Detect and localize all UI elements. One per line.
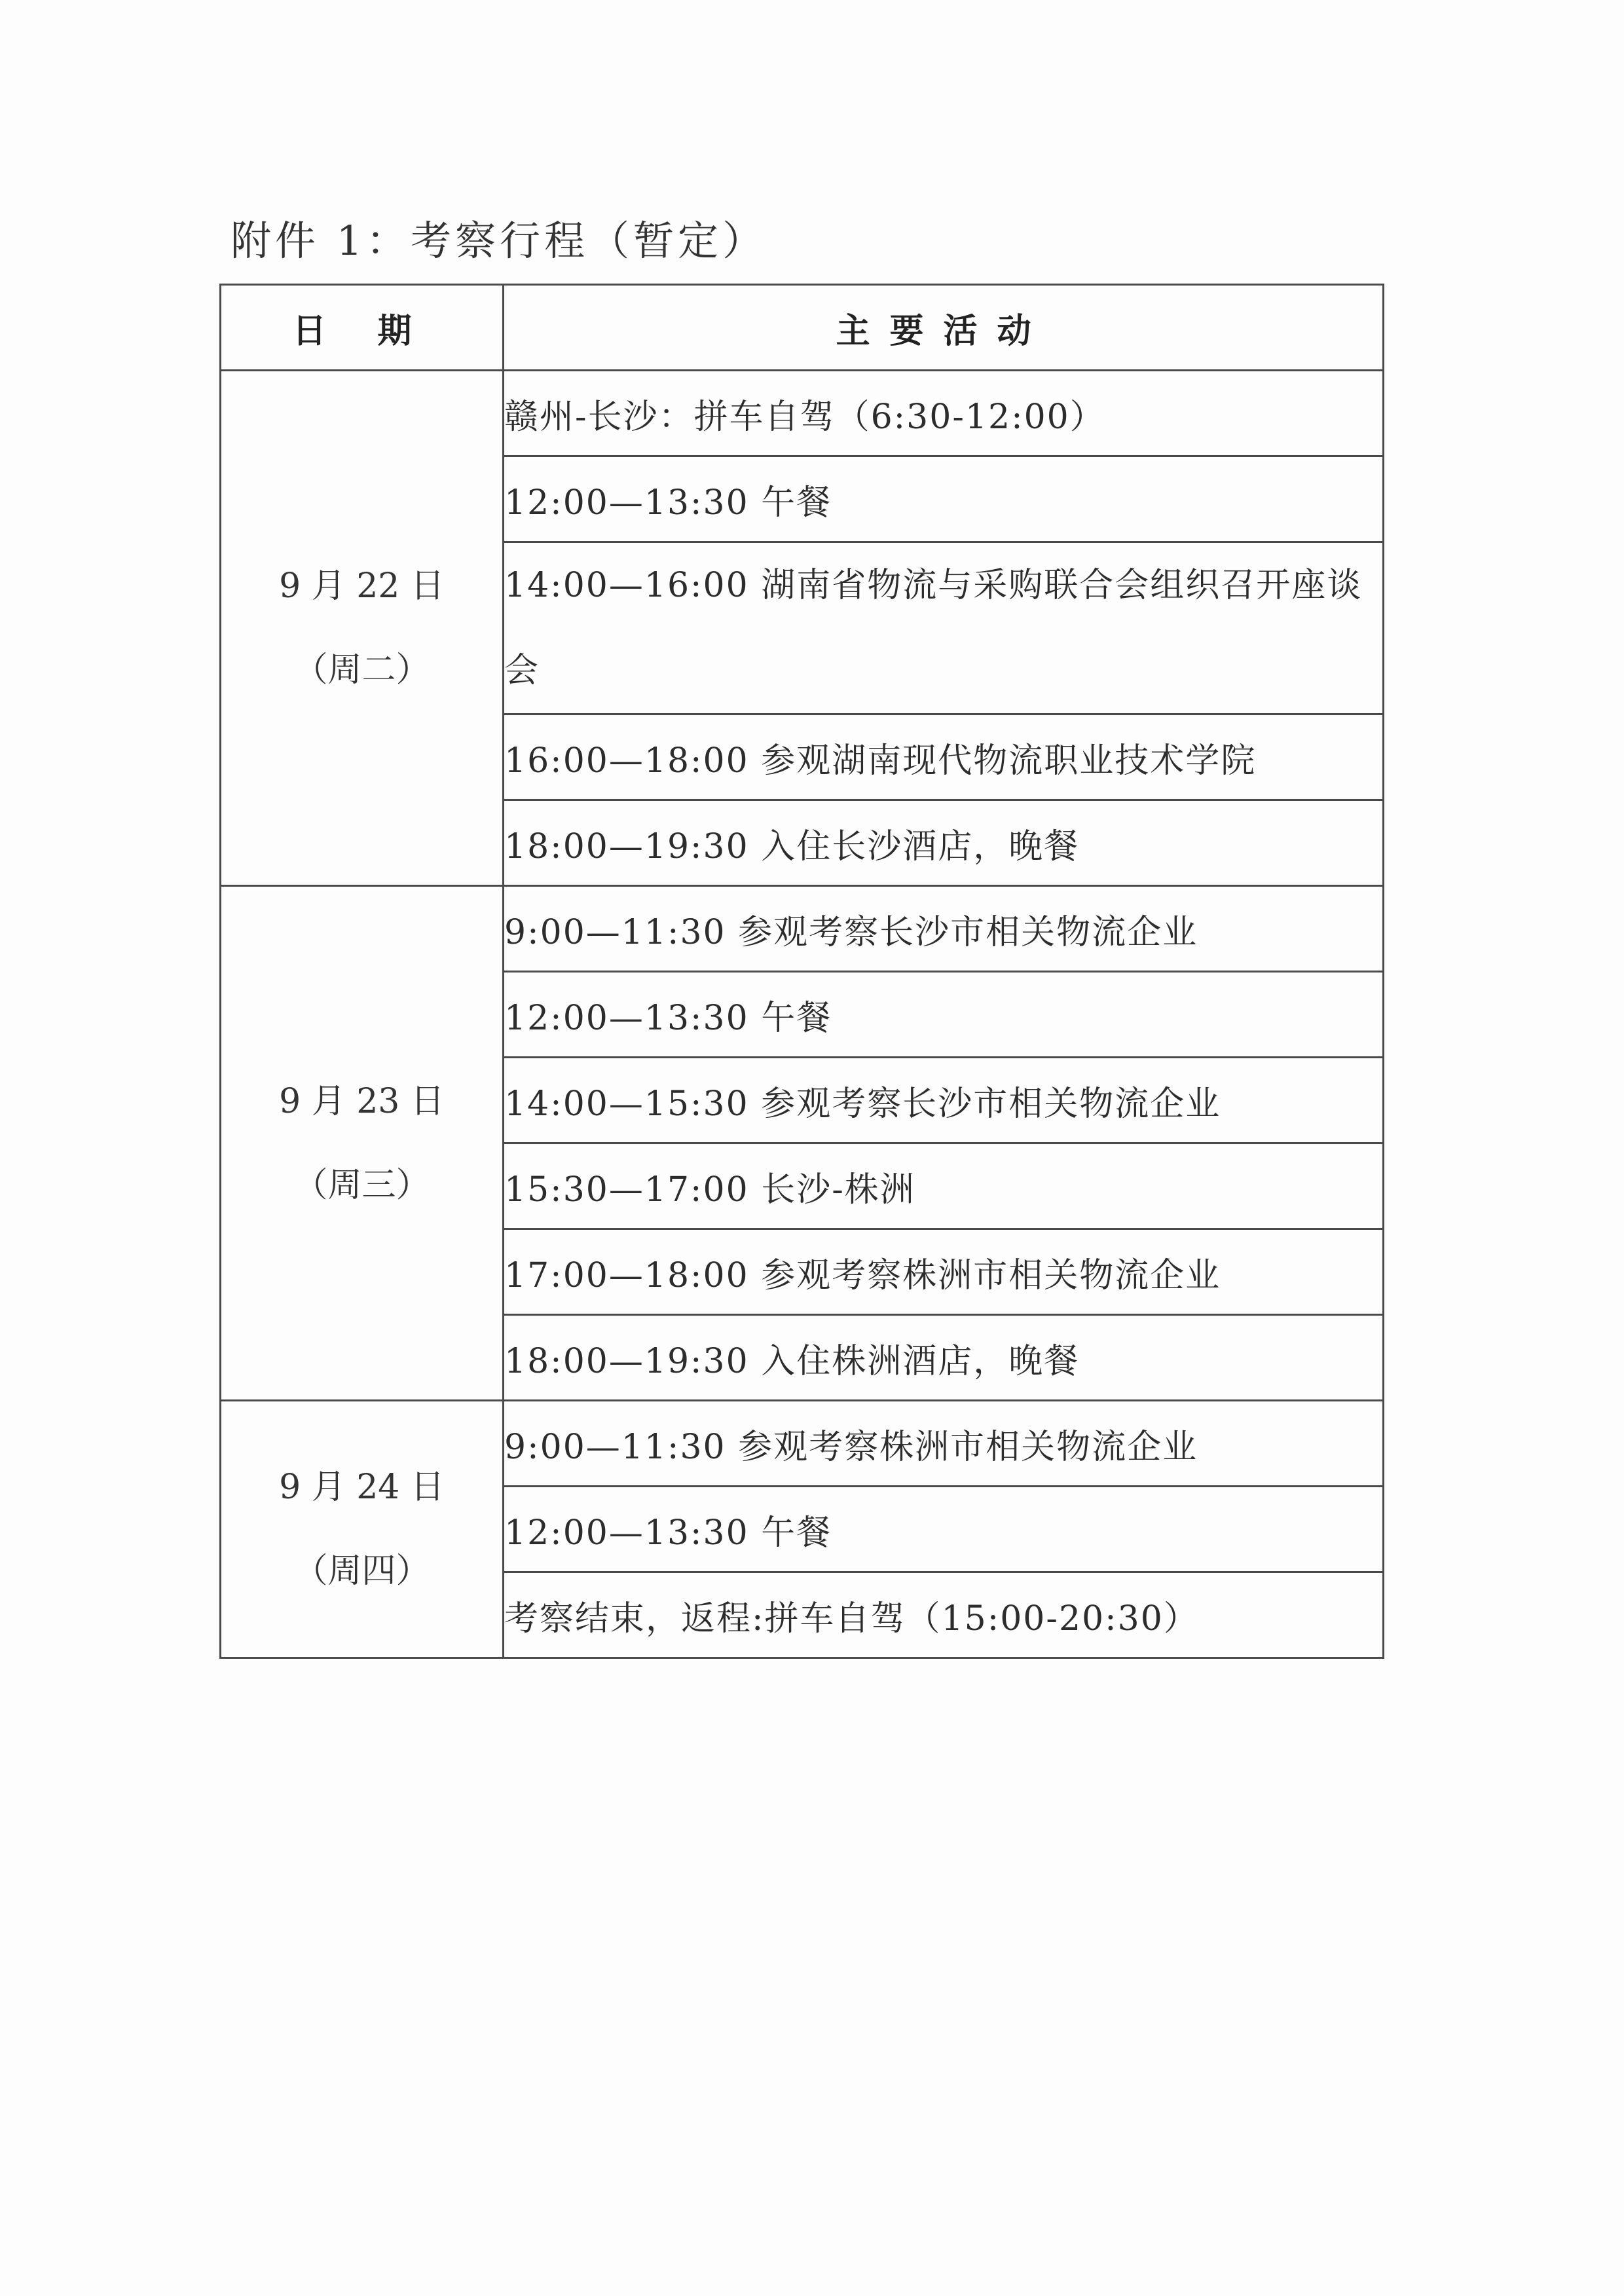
date-cell-day1: [221, 371, 504, 886]
activity-cell: 14:00—16:00 湖南省物流与采购联合会组织召开座谈会: [504, 542, 1384, 714]
table-row: [221, 1401, 1384, 1487]
activity-cell: 15:30—17:00 长沙-株洲: [504, 1143, 1384, 1229]
header-activity: 主要活动: [504, 285, 1384, 371]
activity-cell: 16:00—18:00 参观湖南现代物流职业技术学院: [504, 714, 1384, 800]
table-row: [221, 886, 1384, 972]
activity-cell: 12:00—13:30 午餐: [504, 972, 1384, 1058]
header-date: 日 期: [221, 285, 504, 371]
weekday-label: （周三）: [293, 1165, 430, 1205]
activity-cell: 9:00—11:30 参观考察株洲市相关物流企业: [504, 1401, 1384, 1487]
date-label: 9 月 22 日: [279, 566, 445, 606]
activity-cell: 18:00—19:30 入住长沙酒店，晚餐: [504, 800, 1384, 886]
date-label: 9 月 23 日: [279, 1081, 445, 1121]
itinerary-table: [219, 284, 1384, 1659]
activity-cell: 考察结束，返程:拼车自驾（15:00-20:30）: [504, 1572, 1384, 1658]
activity-cell: 9:00—11:30 参观考察长沙市相关物流企业: [504, 886, 1384, 972]
weekday-label: （周四）: [293, 1551, 430, 1591]
activity-cell: 赣州-长沙：拼车自驾（6:30-12:00）: [504, 371, 1384, 456]
date-cell-day2: [221, 886, 504, 1401]
table-header-row: [221, 285, 1384, 371]
attachment-title: 附件 1：考察行程（暂定）: [231, 217, 767, 265]
weekday-label: （周二）: [293, 650, 430, 690]
date-cell-day3: [221, 1401, 504, 1658]
date-label: 9 月 24 日: [279, 1468, 445, 1507]
activity-cell: 12:00—13:30 午餐: [504, 456, 1384, 542]
table-row: [221, 371, 1384, 456]
activity-cell: 17:00—18:00 参观考察株洲市相关物流企业: [504, 1229, 1384, 1315]
activity-cell: 12:00—13:30 午餐: [504, 1487, 1384, 1572]
activity-cell: 18:00—19:30 入住株洲酒店，晚餐: [504, 1315, 1384, 1401]
activity-cell: 14:00—15:30 参观考察长沙市相关物流企业: [504, 1058, 1384, 1143]
